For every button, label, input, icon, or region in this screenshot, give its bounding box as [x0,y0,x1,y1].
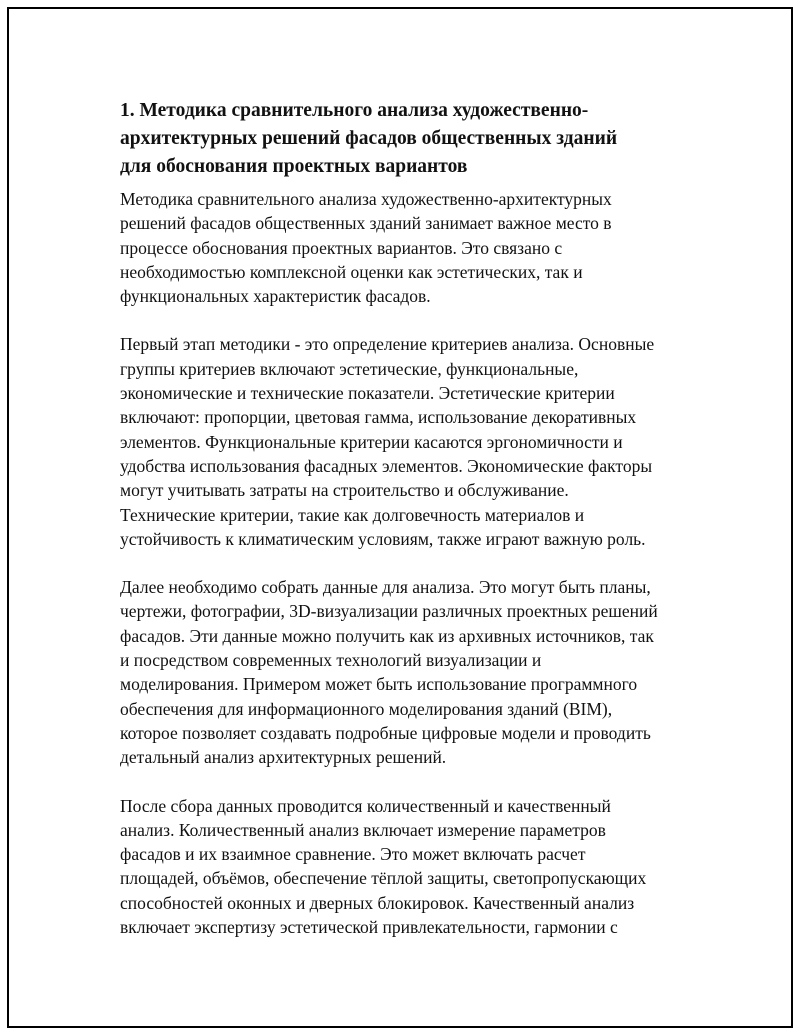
text-line: могут учитывать затраты на строительство и обслуживание. [120,480,569,501]
text-line: чертежи, фотографии, 3D-визуализации различных проектных решений [120,601,658,622]
paragraph-intro [120,187,700,308]
text-line: Технические критерии, такие как долговечность материалов и [120,504,585,525]
text-line: анализ. Количественный анализ включает измерение параметров [120,819,606,840]
text-line: решений фасадов общественных зданий занимает важное место в [120,213,612,234]
text-line: группы критериев включают эстетические, функциональные, [120,358,579,379]
text-line: площадей, объёмов, обеспечение тёплой защиты, светопропускающих [120,868,647,889]
paragraph-data-collection [120,575,700,769]
text-line: Далее необходимо собрать данные для анализа. Это могут быть планы, [120,577,651,598]
text-line: Методика сравнительного анализа художественно-архитектурных [120,189,612,209]
text-line: необходимостью комплексной оценки как эстетических, так и [120,261,583,282]
text-line: обеспечения для информационного моделирования зданий (BIM), [120,698,613,719]
text-line: После сбора данных проводится количественный и качественный [120,795,611,816]
text-line: элементов. Функциональные критерии касаются эргономичности и [120,431,623,452]
text-line: фасадов. Эти данные можно получить как из архивных источников, так [120,625,654,646]
paragraph-analysis [120,794,700,940]
heading-line: для обоснования проектных вариантов [120,156,468,177]
text-line: Первый этап методики - это определение критериев анализа. Основные [120,334,655,355]
text-line: моделирования. Примером может быть использование программного [120,674,638,695]
text-line: которое позволяет создавать подробные цифровые модели и проводить [120,722,651,743]
text-line: процессе обоснования проектных вариантов. Это связано с [120,237,563,258]
text-line: функциональных характеристик фасадов. [120,286,431,307]
text-line: включают: пропорции, цветовая гамма, использование декоративных [120,407,637,428]
text-line: удобства использования фасадных элементов. Экономические факторы [120,455,653,476]
heading-line: архитектурных решений фасадов общественных зданий [120,128,618,149]
paragraph-criteria [120,332,700,551]
text-line: способностей оконных и дверных блокировок. Качественный анализ [120,892,635,913]
section-heading [120,97,700,181]
text-line: экономические и технические показатели. Эстетические критерии [120,383,615,404]
text-line: фасадов и их взаимное сравнение. Это может включать расчет [120,844,586,865]
text-line: включает экспертизу эстетической привлекательности, гармонии с [120,917,618,938]
page-frame [7,7,793,1028]
heading-line: 1. Методика сравнительного анализа художественно- [120,100,589,121]
text-line: детальный анализ архитектурных решений. [120,747,447,768]
text-line: устойчивость к климатическим условиям, также играют важную роль. [120,528,646,549]
text-line: и посредством современных технологий визуализации и [120,650,542,671]
document-body [120,97,700,963]
